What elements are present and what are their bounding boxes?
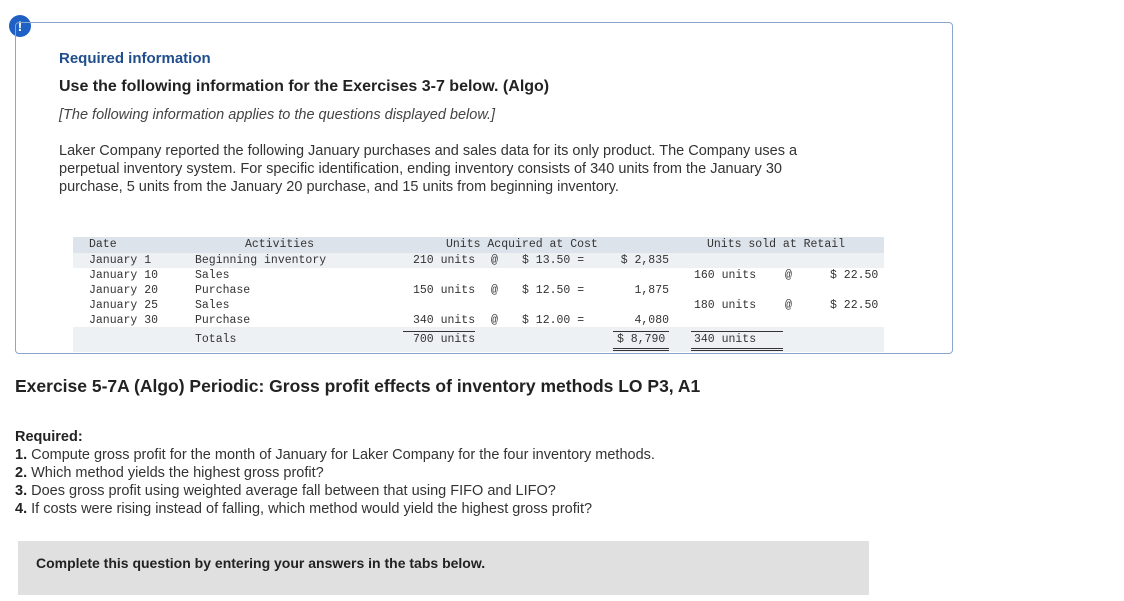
header-units-sold: Units sold at Retail [707, 238, 846, 251]
row-date: January 30 [89, 314, 159, 327]
use-information-heading: Use the following information for the Exercises 3-7 below. (Algo) [59, 78, 550, 95]
exercise-title: Exercise 5-7A (Algo) Periodic: Gross profit effects of inventory methods LO P3, A1 [15, 376, 701, 396]
header-date: Date [89, 238, 117, 251]
row-acquired-unit-cost: $ 12.50 = [522, 284, 585, 297]
row-acquired-units: 340 units [413, 314, 476, 327]
table-header-row [73, 237, 884, 253]
table-row [73, 253, 884, 268]
row-acquired-total: 1,875 [634, 284, 669, 297]
intro-line: purchase, 5 units from the January 20 purchase, and 15 units from beginning inventory. [59, 179, 619, 195]
complete-question-panel [18, 541, 869, 595]
row-date: January 25 [89, 299, 159, 312]
row-acquired-total: 4,080 [634, 314, 669, 327]
row-sold-price: $ 22.50 [830, 269, 879, 282]
row-sold-price: $ 22.50 [830, 299, 879, 312]
row-activity: Sales [195, 269, 230, 282]
intro-line: perpetual inventory system. For specific identification, ending inventory consists of 340 units from the January 30 [59, 161, 782, 177]
row-activity: Purchase [195, 284, 251, 297]
required-item: 3. Does gross profit using weighted average fall between that using FIFO and LIFO? [15, 483, 556, 499]
intro-paragraph [59, 142, 879, 196]
header-activities: Activities [245, 238, 315, 251]
row-sold-units: 160 units [694, 269, 757, 282]
row-date: January 20 [89, 284, 159, 297]
required-label: Required: [15, 429, 83, 445]
required-item: 1. Compute gross profit for the month of January for Laker Company for the four inventory methods. [15, 447, 655, 463]
totals-row [73, 332, 884, 348]
row-acquired-units: 150 units [413, 284, 476, 297]
totals-acquired-units: 700 units [413, 333, 476, 346]
table-row [73, 298, 884, 313]
required-information-heading: Required information [59, 50, 211, 67]
required-information-panel [15, 22, 953, 354]
header-units-acquired: Units Acquired at Cost [446, 238, 598, 251]
intro-line: Laker Company reported the following January purchases and sales data for its only product. The Company uses a [59, 143, 798, 159]
row-activity: Purchase [195, 314, 251, 327]
row-activity: Beginning inventory [195, 254, 327, 267]
row-sold-at: @ [785, 299, 792, 312]
row-acquired-total: $ 2,835 [620, 254, 669, 267]
table-row [73, 268, 884, 283]
alert-icon: ! [9, 15, 31, 37]
row-date: January 1 [89, 254, 152, 267]
row-date: January 10 [89, 269, 159, 282]
table-row [73, 313, 884, 328]
row-sold-at: @ [785, 269, 792, 282]
row-acquired-units: 210 units [413, 254, 476, 267]
required-item: 2. Which method yields the highest gross profit? [15, 465, 324, 481]
complete-instruction: Complete this question by entering your answers in the tabs below. [36, 555, 486, 571]
row-sold-units: 180 units [694, 299, 757, 312]
inventory-table [73, 237, 884, 352]
row-acquired-unit-cost: $ 13.50 = [522, 254, 585, 267]
totals-acquired-cost: $ 8,790 [617, 333, 666, 346]
totals-sold-units: 340 units [694, 333, 757, 346]
required-list [15, 428, 655, 518]
totals-label: Totals [195, 333, 237, 346]
row-acquired-unit-cost: $ 12.00 = [522, 314, 585, 327]
table-row [73, 283, 884, 298]
row-acquired-at: @ [491, 254, 498, 267]
row-acquired-at: @ [491, 284, 498, 297]
row-acquired-at: @ [491, 314, 498, 327]
required-item: 4. If costs were rising instead of falling, which method would yield the highest gross profit? [15, 501, 593, 517]
row-activity: Sales [195, 299, 230, 312]
applies-note: [The following information applies to the questions displayed below.] [59, 107, 496, 123]
